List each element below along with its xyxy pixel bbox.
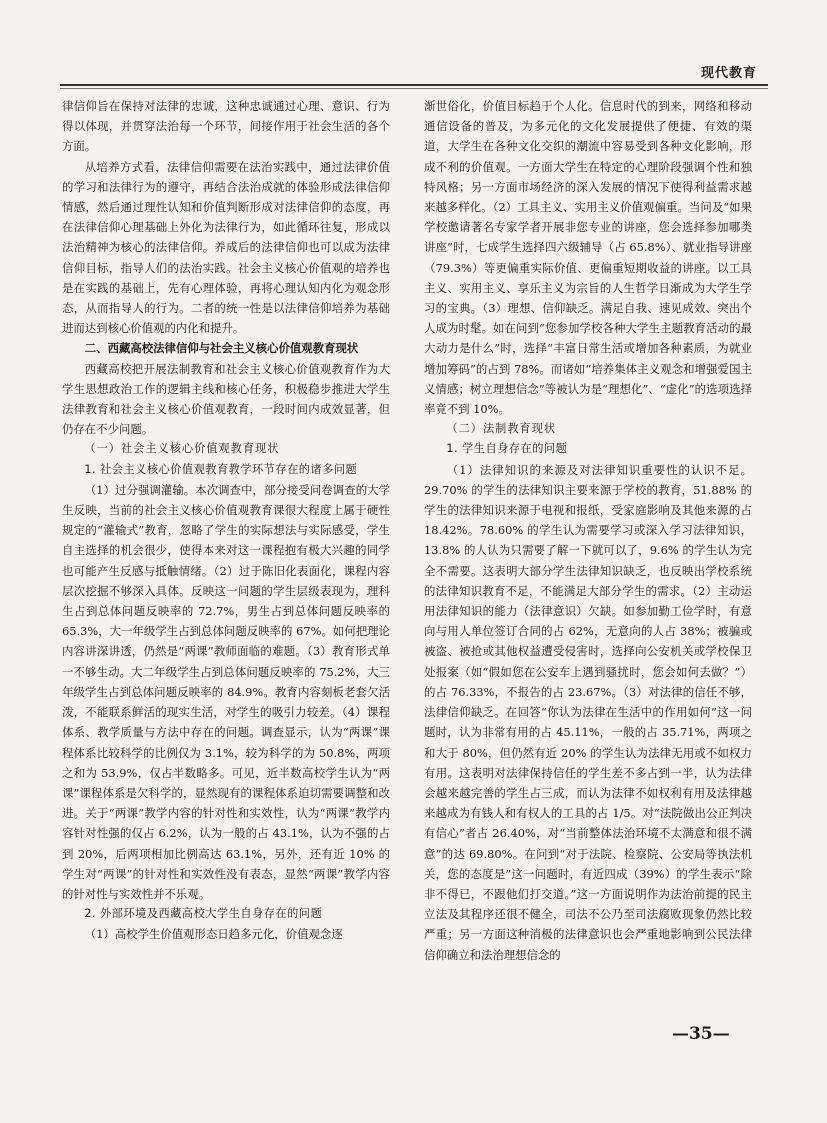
right-column — [424, 96, 752, 965]
subsubsection-heading: 1. 社会主义核心价值观教育教学环节存在的诸多问题 — [84, 462, 358, 476]
paragraph: 渐世俗化，价值目标趋于个人化。信息时代的到来，网络和移动通信设备的普及，为多元化的文化发展提供了便捷、有效的渠道，大学生在各种文化交织的潮流中容易受到各种文化影响，形成不利的价值观。一方面大学生在特定的心理阶段强调个性和独特风格；另一方面市场经济的深入发展的情况下使得利益需求越来越多样化。（2）工具主义、实用主义价值观偏重。当问及“如果学校邀请著名专家学者开展非您专业的讲座，您会选择参加哪类讲座”时，七成学生选择四六级辅导（占 65.8%）、就业指导讲座（79.3%）等更偏重实际价值、更偏重短期收益的讲座。以工具主义、实用主义、享乐主义为宗旨的人生哲学日渐成为大学生学习的宝典。（3）理想、信仰缺乏。满足自我、速见成效、突出个人成为时髦。如在问到“您参加学校各种大学生主题教育活动的最大动力是什么”时，选择“丰富日常生活或增加各种素质，为就业增加筹码”的占到 78%。而诸如“培养集体主义观念和增强爱国主义情感；树立理想信念”等被认为是“理想化”、“虚化”的选项选择率竟不到 10%。 — [424, 99, 752, 417]
paragraph: （1）过分强调灌输。本次调查中，部分接受问卷调查的大学生反映，当前的社会主义核心价值观教育课很大程度上属于硬性规定的“灌输式”教育，忽略了学生的实际想法与实际感受，学生自主选择的机会很少，使得本来对这一课程抱有极大兴趣的同学也可能产生反感与抵触情绪。（2）过于陈旧化表面化，课程内容层次挖掘不够深入具体。反映这一问题的学生层级表现为，理科生占到总体问题反映率的 72.7%，男生占到总体问题反映率的 65.3%，大一年级学生占到总体问题反映率的 67%。如何把理论内容讲深讲透，仍然是“两课”教师面临的难题。（3）教育形式单一不够生动。大二年级学生占到总体问题反映率的 75.2%，大三年级学生占到总体问题反映率的 84.9%。教育内容刻板老套欠活泼，不能联系鲜活的现实生活，对学生的吸引力较差。（4）课程体系、教学质量与方法中存在的问题。调查显示，认为“两课”课程体系比较科学的比例仅为 3.1%，较为科学的为 50.8%，两项之和为 53.9%，仅占半数略多。可见，近半数高校学生认为“两课”课程体系是欠科学的，显然现有的课程体系迫切需要调整和改进。关于“两课”教学内容的针对性和实效性，认为“两课”教学内容针对性强的仅占 6.2%，认为一般的占 43.1%，认为不强的占到 20%，后两项相加比例高达 63.1%，另外，还有近 10% 的学生对“两课”的针对性和实效性没有表态，显然“两课”教学内容的针对性与实效性并不乐观。 — [62, 482, 390, 901]
paragraph: 从培养方式看，法律信仰需要在法治实践中，通过法律价值的学习和法律行为的遵守，再结合法治成就的体验形成法律信仰情感，然后通过理性认知和价值判断形成对法律信仰的态度，再在法律信仰心理基础上外化为法律行为，如此循环往复，形成以法治精神为核心的法律信仰。养成后的法律信仰也可以成为法律信仰目标，指导人们的法治实践。社会主义核心价值观的培养也是在实践的基础上，先有心理体验，再将心理认知内化为观念形态，从而指导人的行为。二者的统一性是以法律信仰培养为基础进而达到核心价值观的内化和提升。 — [62, 159, 390, 336]
subsubsection-heading: 1. 学生自身存在的问题 — [446, 442, 568, 456]
header-rule-thick — [60, 84, 768, 86]
paragraph: 律信仰旨在保持对法律的忠诚，这种忠诚通过心理、意识、行为得以体现，并贯穿法治每一个环节，间接作用于社会生活的各个方面。 — [62, 99, 390, 154]
journal-title: 现代教育 — [700, 66, 757, 81]
subsubsection-heading: 2. 外部环境及西藏高校大学生自身存在的问题 — [84, 907, 323, 921]
paragraph: （1）高校学生价值观形态日趋多元化，价值观念逐 — [84, 927, 343, 942]
paragraph: （1）法律知识的来源及对法律知识重要性的认识不足。29.70% 的学生的法律知识主要来源于学校的教育，51.88% 的学生的法律知识来源于电视和报纸，受家庭影响及其他来源的占 18.42%。78.60% 的学生认为需要学习或深入学习法律知识，13.8% 的人认为只需要了解一下就可以了，9.6% 的学生认为完全不需要。这表明大部分学生法律知识缺乏，也反映出学校系统的法律知识教育不足，不能满足大部分学生的需求。（2）主动运用法律知识的能力（法律意识）欠缺。如参加勤工俭学时，有意向与用人单位签订合同的占 62%，无意向的人占 38%；被骗或被盗、被抢或其他权益遭受侵害时，选择向公安机关或学校保卫处报案（如“假如您在公安车上遇到骚扰时，您会如何去做？”）的占 76.33%，不报告的占 23.67%。（3）对法律的信任不够，法律信仰缺乏。在回答“你认为法律在生活中的作用如何”这一问题时，认为非常有用的占 45.11%，一般的占 35.71%，两项之和大于 80%，但仍然有近 20% 的学生认为法律无用或不如权力有用。这表明对法律保持信任的学生差不多占到一半，认为法律会越来越完善的学生占三成，而认为法律不如权利有用及法律越来越成为有钱人和有权人的工具的占 1/5。对“法院做出公正判决有信心”者占 26.40%，对“当前整体法治环境不太满意和很不满意”的达 69.80%。在问到“对于法院、检察院、公安局等执法机关，您的态度是”这一问题时，有近四成（39%）的学生表示“除非不得已，不跟他们打交道。”这一方面说明作为法治前提的民主立法及其程序还很不健全，司法不公乃至司法腐败现象仍然比较严重；另一方面这种消极的法律意识也会严重地影响到公民法律信仰确立和法治理想信念的 — [424, 462, 752, 962]
left-column — [62, 96, 390, 945]
header-rule-thin — [60, 88, 768, 89]
subsection-heading: （二）法制教育现状 — [446, 422, 557, 436]
page-number: —35— — [672, 1024, 730, 1044]
subsection-heading: （一）社会主义核心价值观教育现状 — [84, 442, 280, 456]
section-heading: 二、西藏高校法律信仰与社会主义核心价值观教育现状 — [84, 341, 359, 356]
paragraph: 西藏高校把开展法制教育和社会主义核心价值观教育作为大学生思想政治工作的逻辑主线和核心任务，积极稳步推进大学生法律教育和社会主义核心价值观教育，一段时间内成效显著，但仍存在不少问题。 — [62, 361, 390, 437]
